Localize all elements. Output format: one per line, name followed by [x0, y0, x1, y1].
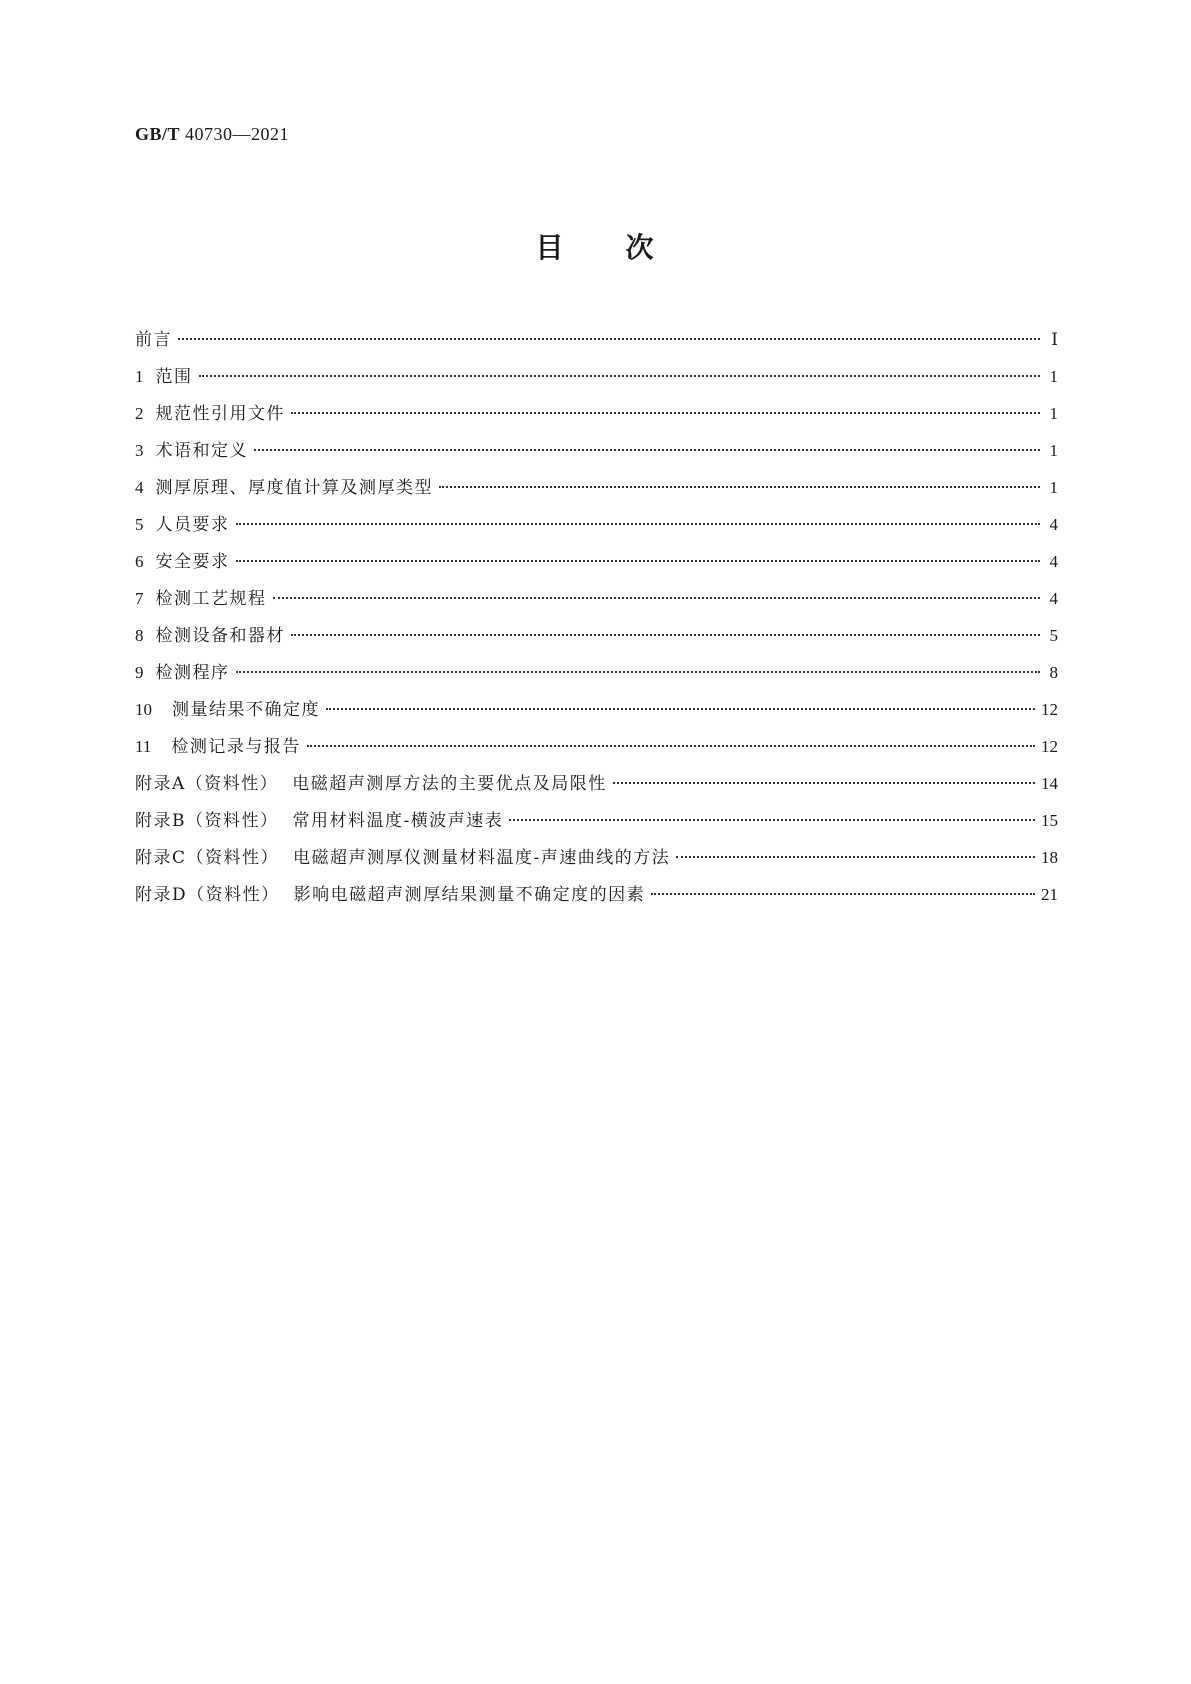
- toc-entry-label: 测厚原理、厚度值计算及测厚类型: [155, 478, 433, 498]
- toc-leader-dots: [236, 671, 1041, 673]
- toc-entry-number: 1: [135, 367, 144, 386]
- toc-entry-9[interactable]: [135, 661, 1058, 698]
- toc-entry-label: 检测记录与报告: [171, 737, 301, 757]
- toc-entry-appendix-a[interactable]: [135, 772, 1058, 809]
- toc-entry-number: 3: [135, 441, 144, 460]
- toc-entry-label: 检测工艺规程: [155, 589, 267, 609]
- toc-entry-label: 规范性引用文件: [155, 404, 285, 424]
- toc-entry-page: 1: [1049, 478, 1058, 497]
- toc-entry-page: 15: [1041, 811, 1058, 830]
- toc-entry-page: 1: [1049, 441, 1058, 460]
- toc-entry-7[interactable]: [135, 587, 1058, 624]
- toc-entry-page: Ⅰ: [1051, 330, 1058, 349]
- toc-entry-label: 测量结果不确定度: [172, 700, 320, 720]
- toc-leader-dots: [326, 708, 1035, 710]
- toc-entry-label: 常用材料温度-横波声速表: [292, 811, 504, 831]
- toc-entry-3[interactable]: [135, 439, 1058, 476]
- toc-entry-6[interactable]: [135, 550, 1058, 587]
- toc-entry-number: 附录B（资料性）: [135, 811, 279, 831]
- toc-entry-appendix-d[interactable]: [135, 883, 1058, 920]
- toc-entry-appendix-c[interactable]: [135, 846, 1058, 883]
- toc-entry-page: 4: [1049, 552, 1058, 571]
- toc-entry-number: 10: [135, 700, 152, 719]
- toc-leader-dots: [439, 486, 1040, 488]
- standard-code-number: 40730—2021: [185, 124, 290, 144]
- toc-entry-page: 14: [1041, 774, 1058, 793]
- toc-entry-number: 附录C（资料性）: [135, 848, 280, 868]
- toc-entry-label: 电磁超声测厚方法的主要优点及局限性: [292, 774, 607, 794]
- toc-entry-label: 范围: [155, 367, 193, 387]
- toc-leader-dots: [613, 782, 1035, 784]
- toc-entry-number: 7: [135, 589, 144, 608]
- toc-entry-number: 5: [135, 515, 144, 534]
- toc-leader-dots: [273, 597, 1041, 599]
- toc-entry-2[interactable]: [135, 402, 1058, 439]
- toc-leader-dots: [236, 560, 1041, 562]
- toc-entry-label: 电磁超声测厚仪测量材料温度-声速曲线的方法: [293, 848, 671, 868]
- toc-entry-8[interactable]: [135, 624, 1058, 661]
- standard-code: [135, 124, 289, 145]
- toc-entry-number: 附录D（资料性）: [135, 885, 280, 905]
- toc-entry-label: 影响电磁超声测厚结果测量不确定度的因素: [293, 885, 646, 905]
- toc-leader-dots: [291, 634, 1040, 636]
- page-title-char-1: 目: [535, 231, 566, 264]
- toc-entry-label: 术语和定义: [155, 441, 248, 461]
- toc-entry-number: 2: [135, 404, 144, 423]
- toc-leader-dots: [178, 338, 1040, 340]
- toc-entry-page: 12: [1041, 737, 1058, 756]
- toc-leader-dots: [236, 523, 1041, 525]
- toc-entry-page: 12: [1041, 700, 1058, 719]
- page-title: [0, 226, 1191, 266]
- toc-entry-page: 5: [1049, 626, 1058, 645]
- toc-entry-number: 6: [135, 552, 144, 571]
- toc-entry-number: 9: [135, 663, 144, 682]
- toc-entry-page: 21: [1041, 885, 1058, 904]
- toc-leader-dots: [509, 819, 1035, 821]
- toc-entry-1[interactable]: [135, 365, 1058, 402]
- toc-entry-11[interactable]: [135, 735, 1058, 772]
- toc-entry-label: 检测程序: [155, 663, 230, 683]
- toc-entry-4[interactable]: [135, 476, 1058, 513]
- toc-entry-number: 4: [135, 478, 144, 497]
- toc-entry-label: 人员要求: [155, 515, 230, 535]
- toc-entry-page: 8: [1049, 663, 1058, 682]
- toc-leader-dots: [291, 412, 1040, 414]
- toc-leader-dots: [254, 449, 1040, 451]
- toc-entry-page: 4: [1049, 515, 1058, 534]
- toc-leader-dots: [307, 745, 1035, 747]
- toc-entry-page: 1: [1049, 404, 1058, 423]
- toc-entry-10[interactable]: [135, 698, 1058, 735]
- toc-entry-page: 18: [1041, 848, 1058, 867]
- toc-entry-number: 11: [135, 737, 152, 756]
- toc-entry-label: 前言: [135, 330, 172, 350]
- page-title-char-2: 次: [625, 231, 656, 264]
- toc-entry-page: 4: [1049, 589, 1058, 608]
- toc-leader-dots: [199, 375, 1041, 377]
- standard-code-prefix: GB/T: [135, 124, 181, 144]
- toc-leader-dots: [651, 893, 1035, 895]
- toc-entry-label: 检测设备和器材: [155, 626, 285, 646]
- toc-entry-number: 8: [135, 626, 144, 645]
- table-of-contents: [135, 328, 1058, 920]
- toc-entry-appendix-b[interactable]: [135, 809, 1058, 846]
- toc-entry-label: 安全要求: [155, 552, 230, 572]
- toc-entry-5[interactable]: [135, 513, 1058, 550]
- toc-entry-page: 1: [1049, 367, 1058, 386]
- toc-entry-number: 附录A（资料性）: [135, 774, 279, 794]
- toc-entry-foreword[interactable]: [135, 328, 1058, 365]
- toc-leader-dots: [676, 856, 1035, 858]
